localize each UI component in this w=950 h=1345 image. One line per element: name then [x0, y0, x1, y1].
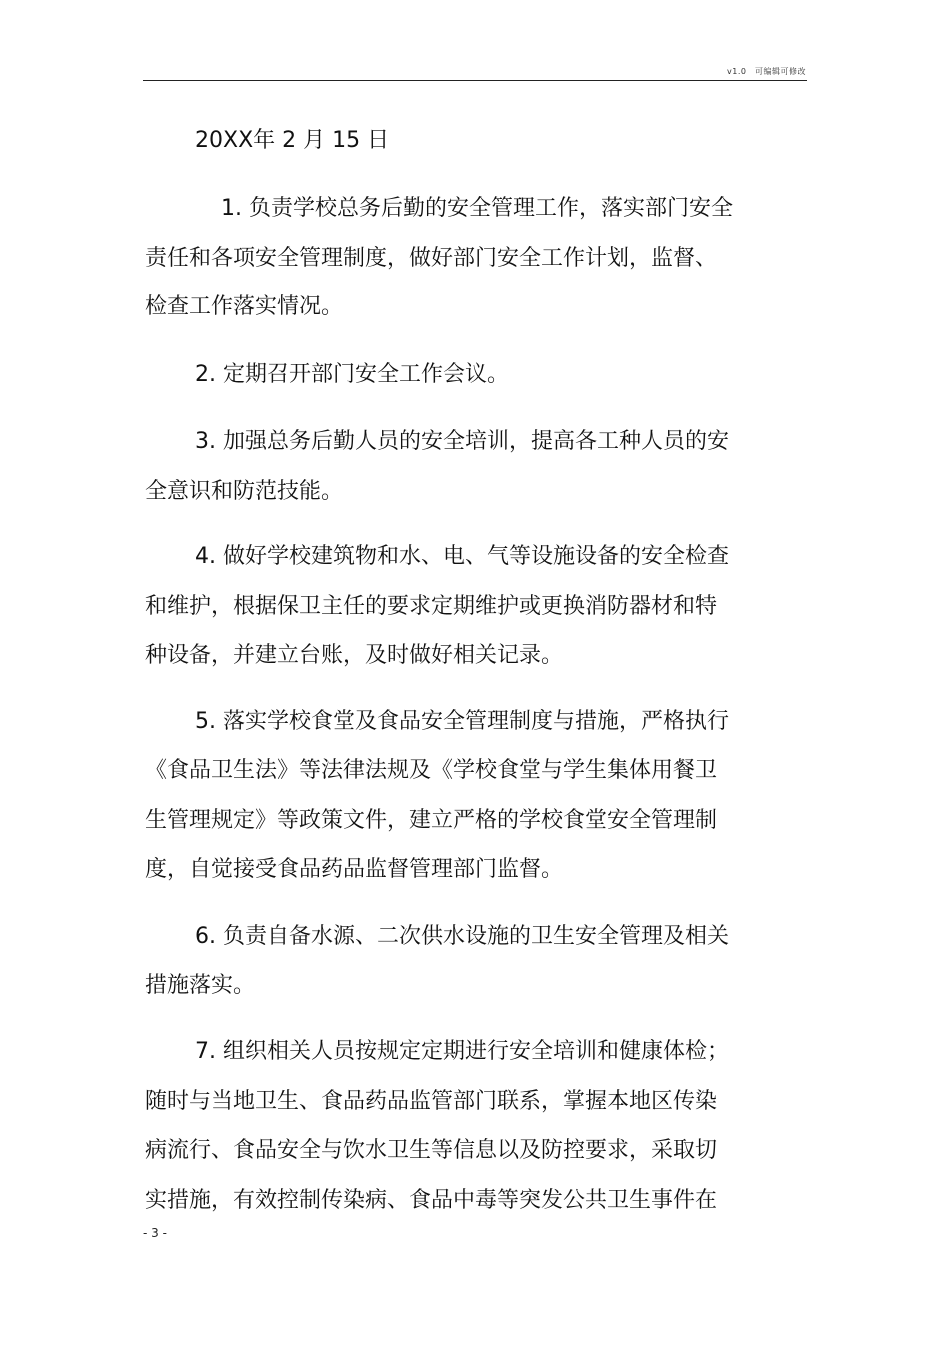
paragraph-7-line-2: 随时与当地卫生、食品药品监管部门联系，掌握本地区传染 — [145, 1089, 718, 1114]
paragraph-7-line-3: 病流行、食品安全与饮水卫生等信息以及防控要求，采取切 — [145, 1138, 718, 1163]
paragraph-1-line-3: 检查工作落实情况。 — [145, 294, 344, 319]
paragraph-7-line-1: 7. 组织相关人员按规定定期进行安全培训和健康体检； — [195, 1039, 729, 1064]
paragraph-4-line-1: 4. 做好学校建筑物和水、电、气等设施设备的安全检查 — [195, 544, 729, 569]
paragraph-5-line-3: 生管理规定》等政策文件，建立严格的学校食堂安全管理制 — [145, 808, 718, 833]
paragraph-5-line-1: 5. 落实学校食堂及食品安全管理制度与措施，严格执行 — [195, 709, 729, 734]
paragraph-4-line-3: 种设备，并建立台账，及时做好相关记录。 — [145, 643, 564, 668]
page-number: - 3 - — [143, 1226, 167, 1240]
paragraph-1-line-2: 责任和各项安全管理制度，做好部门安全工作计划，监督、 — [145, 246, 718, 271]
paragraph-1-line-1: 1. 负责学校总务后勤的安全管理工作，落实部门安全 — [221, 196, 733, 221]
paragraph-2-line-1: 2. 定期召开部门安全工作会议。 — [195, 362, 509, 387]
paragraph-3-line-2: 全意识和防范技能。 — [145, 479, 344, 504]
paragraph-3-line-1: 3. 加强总务后勤人员的安全培训，提高各工种人员的安 — [195, 429, 729, 454]
paragraph-6-line-1: 6. 负责自备水源、二次供水设施的卫生安全管理及相关 — [195, 924, 729, 949]
header-rule — [143, 80, 807, 81]
paragraph-4-line-2: 和维护，根据保卫主任的要求定期维护或更换消防器材和特 — [145, 594, 718, 619]
paragraph-7-line-4: 实措施，有效控制传染病、食品中毒等突发公共卫生事件在 — [145, 1188, 718, 1213]
header-version-note: v1.0 可编辑可修改 — [727, 67, 806, 76]
paragraph-5-line-2: 《食品卫生法》等法律法规及《学校食堂与学生集体用餐卫 — [145, 758, 718, 783]
paragraph-5-line-4: 度，自觉接受食品药品监督管理部门监督。 — [145, 857, 564, 882]
paragraph-6-line-2: 措施落实。 — [145, 973, 256, 998]
document-date: 20XX年 2 月 15 日 — [195, 128, 390, 153]
